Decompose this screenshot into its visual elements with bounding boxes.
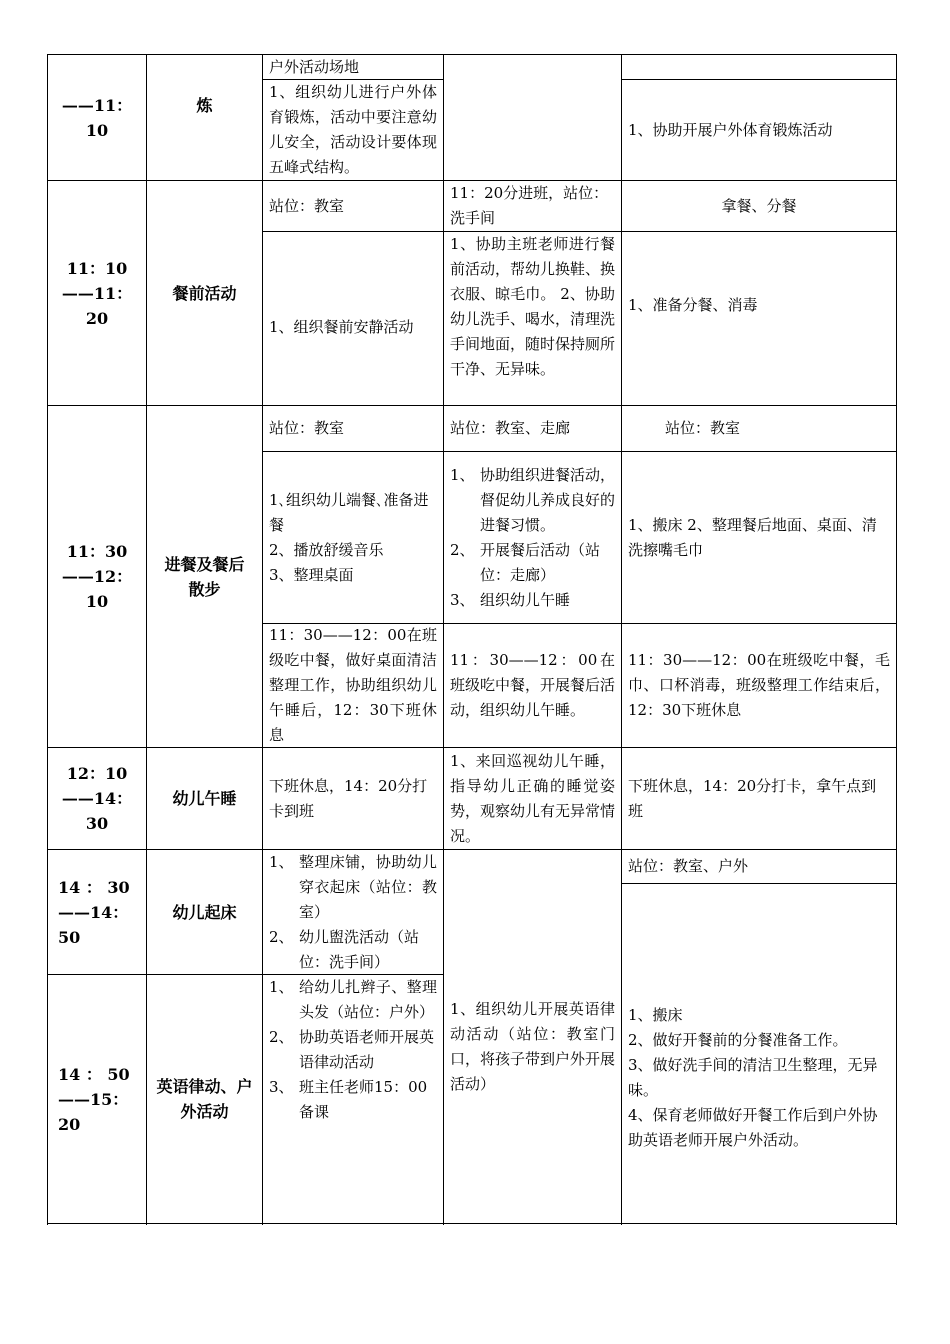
duty-text: 下班休息，14：20分打卡到班 — [269, 776, 428, 820]
table-border-right — [896, 54, 897, 1225]
time-text: ——12： — [61, 567, 133, 586]
activity-cell — [147, 748, 262, 849]
activity-cell — [147, 55, 262, 155]
list-number: 2、 — [450, 540, 475, 559]
time-text: 20 — [58, 1114, 81, 1134]
note-cell — [622, 624, 896, 747]
station-text: 站位：教室 — [269, 196, 345, 215]
time-text: ——14： — [58, 902, 129, 922]
duty-cell — [444, 452, 621, 623]
station-text: 站位：教室 — [269, 419, 345, 437]
station-text: 站位：教室、户外 — [628, 857, 749, 875]
station-text: 站位：教室、走廊 — [450, 419, 571, 437]
duty-cell — [263, 975, 443, 1223]
duty-text: 1、准备分餐、消毒 — [628, 296, 758, 314]
list-number: 1、 — [269, 853, 294, 871]
list-item — [269, 1075, 437, 1125]
list-item — [269, 1025, 437, 1075]
activity-name: 幼儿午睡 — [172, 789, 237, 808]
station-cell — [622, 406, 896, 451]
list-number: 2、 — [269, 928, 294, 946]
duty-cell — [622, 452, 896, 623]
time-cell — [48, 181, 146, 405]
duty-text: 1､组织幼儿端餐､准备进餐 2、播放舒缓音乐 3、整理桌面 — [269, 490, 429, 584]
station-cell — [622, 850, 896, 883]
station-text: 11：20分进班，站位：洗手间 — [450, 184, 609, 227]
station-cell — [263, 406, 443, 451]
table-border-bottom — [47, 1223, 897, 1224]
duty-text: 下班休息，14：20分打卡，拿午点到班 — [628, 776, 877, 820]
time-text: 11：10 — [66, 258, 128, 278]
duty-text: 1、来回巡视幼儿午睡，指导幼儿正确的睡觉姿势，观察幼儿有无异常情况。 — [450, 751, 616, 845]
station-text: 户外活动场地 — [269, 58, 360, 76]
station-cell — [263, 181, 443, 231]
duty-cell — [622, 293, 896, 323]
time-cell — [48, 850, 146, 974]
activity-cell — [147, 850, 262, 974]
duty-text: 1、协助开展户外体育锻炼活动 — [628, 120, 833, 139]
station-cell — [444, 406, 621, 451]
duty-cell — [263, 748, 443, 849]
station-cell — [444, 181, 621, 231]
duty-cell — [263, 80, 443, 180]
duty-cell — [263, 452, 443, 623]
time-cell — [48, 406, 146, 747]
duty-text: 1、协助主班老师进行餐前活动，帮幼儿换鞋、换衣服、晾毛巾。 2、协助幼儿洗手、喝水，清理洗手间地面，随时保持厕所干净、无异味。 — [450, 235, 616, 378]
duty-cell — [444, 748, 621, 849]
duty-text: 1、组织餐前安静活动 — [269, 318, 414, 336]
duty-cell — [622, 80, 896, 180]
note-text: 11：30——12：00在班级吃中餐，做好桌面清洁整理工作，协助组织幼儿午睡后，12：30下班休息 — [269, 626, 437, 744]
time-text: ——15： — [58, 1089, 129, 1109]
activity-cell — [147, 406, 262, 747]
time-cell — [48, 55, 146, 180]
duty-text: 1、搬床 2、整理餐后地面、桌面、清洗擦嘴毛巾 — [628, 515, 877, 559]
list-number: 2、 — [269, 1028, 294, 1046]
list-text: 协助英语老师开展英语律动活动 — [299, 1028, 435, 1071]
activity-cell — [147, 181, 262, 405]
activity-name: 幼儿起床 — [172, 902, 237, 922]
time-text: 12：10 — [66, 764, 128, 783]
list-text: 整理床铺，协助幼儿穿衣起床（站位：教室） — [299, 853, 437, 921]
time-text: ——11： — [61, 283, 133, 303]
time-cell — [48, 975, 146, 1223]
time-text: 20 — [85, 308, 109, 328]
note-cell — [444, 624, 621, 747]
activity-name: 餐前活动 — [172, 283, 237, 303]
list-number: 1、 — [269, 978, 294, 996]
list-item — [450, 588, 615, 613]
list-number: 1、 — [450, 465, 475, 484]
note-text: 11：30——12：00在班级吃中餐，毛巾、口杯消毒，班级整理工作结束后，12：30下班休息 — [628, 651, 890, 719]
list-item — [269, 975, 437, 1025]
note-text: 11：30——12：00在班级吃中餐，开展餐后活动，组织幼儿午睡。 — [450, 651, 616, 719]
note-cell — [263, 624, 443, 747]
duty-text: 1、组织幼儿开展英语律动活动（站位：教室门口，将孩子带到户外开展活动） — [450, 1000, 616, 1093]
duty-text: 1、组织幼儿进行户外体育锻炼，活动中要注意幼儿安全，活动设计要体现五峰式结构。 — [269, 83, 437, 176]
list-text: 协助组织进餐活动，督促幼儿养成良好的进餐习惯。 — [480, 465, 616, 534]
station-cell — [622, 181, 896, 231]
list-item — [269, 925, 437, 975]
time-text: ——11：10 — [61, 95, 133, 140]
time-text: 14 ： 30 — [58, 877, 130, 897]
duty-cell — [622, 748, 896, 849]
time-text: 14 ： 50 — [58, 1064, 130, 1084]
activity-name: 炼 — [196, 95, 213, 115]
list-item — [450, 538, 615, 588]
station-text: 站位：教室 — [665, 419, 741, 437]
time-text: ——14： — [61, 789, 133, 808]
time-text: 50 — [58, 927, 81, 947]
time-cell — [48, 748, 146, 849]
activity-cell — [147, 975, 262, 1223]
list-item — [450, 463, 615, 538]
duty-text: 1、搬床 2、做好开餐前的分餐准备工作。 3、做好洗手间的清洁卫生整理，无异味。 4、保育老师做好开餐工作后到户外协助英语老师开展户外活动。 — [628, 1006, 878, 1149]
list-text: 给幼儿扎辫子、整理头发（站位：户外） — [299, 978, 437, 1021]
list-number: 3、 — [269, 1078, 294, 1096]
time-text: 11：30 — [66, 542, 128, 561]
duty-cell — [444, 997, 621, 1102]
list-number: 3、 — [450, 590, 475, 609]
list-text: 班主任老师15：00备课 — [299, 1078, 428, 1121]
station-cell — [263, 55, 443, 79]
list-text: 开展餐后活动（站位：走廊） — [480, 540, 601, 584]
list-text: 幼儿盥洗活动（站位：洗手间） — [299, 928, 420, 971]
duty-cell — [444, 232, 621, 405]
duty-cell — [622, 978, 896, 1149]
list-item — [269, 850, 437, 925]
time-text: 30 — [85, 814, 109, 833]
activity-name: 英语律动、户外活动 — [156, 1077, 253, 1121]
duty-cell — [263, 232, 443, 405]
list-text: 组织幼儿午睡 — [480, 590, 571, 609]
station-text: 拿餐、分餐 — [721, 196, 797, 215]
time-text: 10 — [85, 592, 109, 611]
cell-divider — [621, 883, 897, 884]
duty-cell — [263, 850, 443, 974]
activity-name: 进餐及餐后散步 — [164, 554, 245, 599]
